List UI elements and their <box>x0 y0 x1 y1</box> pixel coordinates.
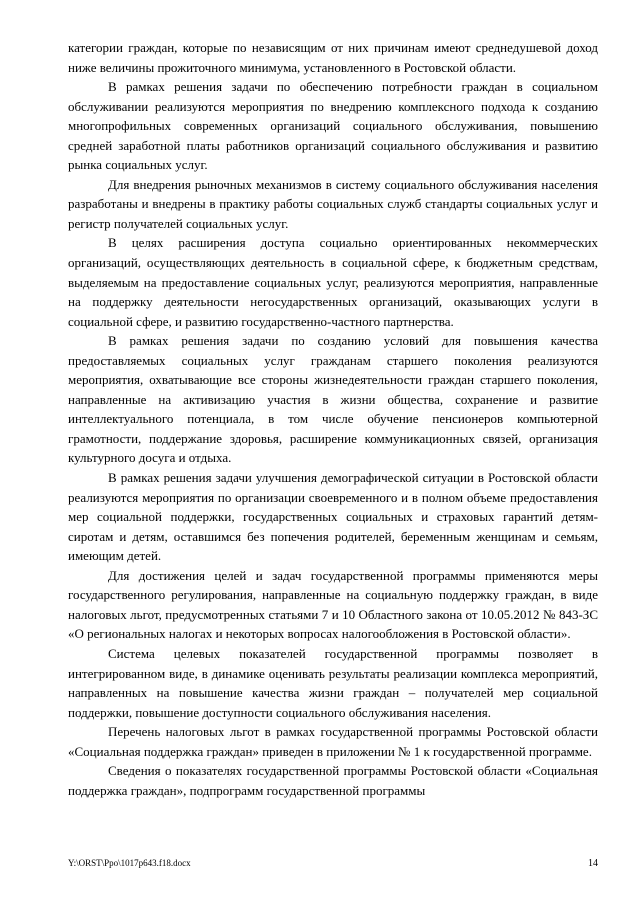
paragraph-tax-benefits-list: Перечень налоговых льгот в рамках государственной программы Ростовской области «Социальная поддержка граждан» приведен в приложении № 1 к государственной программе. <box>68 724 598 759</box>
footer-file-path: Y:\ORST\Ppo\1017p643.f18.docx <box>68 858 191 868</box>
page-footer <box>68 858 598 872</box>
paragraph-indicators-info: Сведения о показателях государственной программы Ростовской области «Социальная поддержка граждан», подпрограмм государственной программы <box>68 763 598 798</box>
document-body <box>68 38 598 800</box>
paragraph-senior-services: В рамках решения задачи по созданию условий для повышения качества предоставляемых социальных услуг гражданам старшего поколения реализуются мероприятия, охватывающие все стороны жизнедеятельности граждан старшего поколения, направленные на активизацию участия в жизни общества, сохранение и развитие интеллектуального потенциала, в том числе обучение пенсионеров компьютерной грамотности, поддержание здоровья, расширение коммуникационных связей, организация культурного досуга и отдыха. <box>68 333 598 466</box>
paragraph-social-service-needs: В рамках решения задачи по обеспечению потребности граждан в социальном обслуживании реализуются мероприятия по внедрению комплексного подхода к созданию многопрофильных современных организаций социального обслуживания, повышению средней заработной платы работников организаций социального обслуживания и развитию рынка социальных услуг. <box>68 79 598 173</box>
paragraph-target-indicators: Система целевых показателей государственной программы позволяет в интегрированном виде, в динамике оценивать результаты реализации комплекса мероприятий, направленных на повышение качества жизни граждан – получателей мер социальной поддержки, повышение доступности социального обслуживания населения. <box>68 645 598 720</box>
page-number: 14 <box>588 858 598 869</box>
paragraph-market-mechanisms: Для внедрения рыночных механизмов в систему социального обслуживания населения разработаны и внедрены в практику работы социальных служб стандарты социальных услуг и регистр получателей социальных услуг. <box>68 176 598 231</box>
paragraph-demographic-situation: В рамках решения задачи улучшения демографической ситуации в Ростовской области реализуются мероприятия по организации своевременного и в полном объеме предоставления мер социальной поддержки, государственных социальных и страховых гарантий детям-сиротам и детям, оставшимся без попечения родителей, беременным женщинам и семьям, имеющим детей. <box>68 470 598 564</box>
paragraph-state-regulation: Для достижения целей и задач государственной программы применяются меры государственного регулирования, направленные на социальную поддержку граждан, в виде налоговых льгот, предусмотренных статьями 7 и 10 Областного закона от 10.05.2012 № 843-ЗС «О региональных налогах и некоторых вопросах налогообложения в Ростовской области». <box>68 567 598 642</box>
paragraph-nonprofit-access: В целях расширения доступа социально ориентированных некоммерческих организаций, осуществляющих деятельность в социальной сфере, к бюджетным средствам, выделяемым на предоставление социальных услуг, реализуются мероприятия, направленные на поддержку деятельности негосударственных организаций, оказывающих услуги в социальной сфере, и развитию государственно-частного партнерства. <box>68 235 598 329</box>
paragraph-continuation: категории граждан, которые по независящим от них причинам имеют среднедушевой доход ниже величины прожиточного минимума, установленного в Ростовской области. <box>68 40 598 75</box>
